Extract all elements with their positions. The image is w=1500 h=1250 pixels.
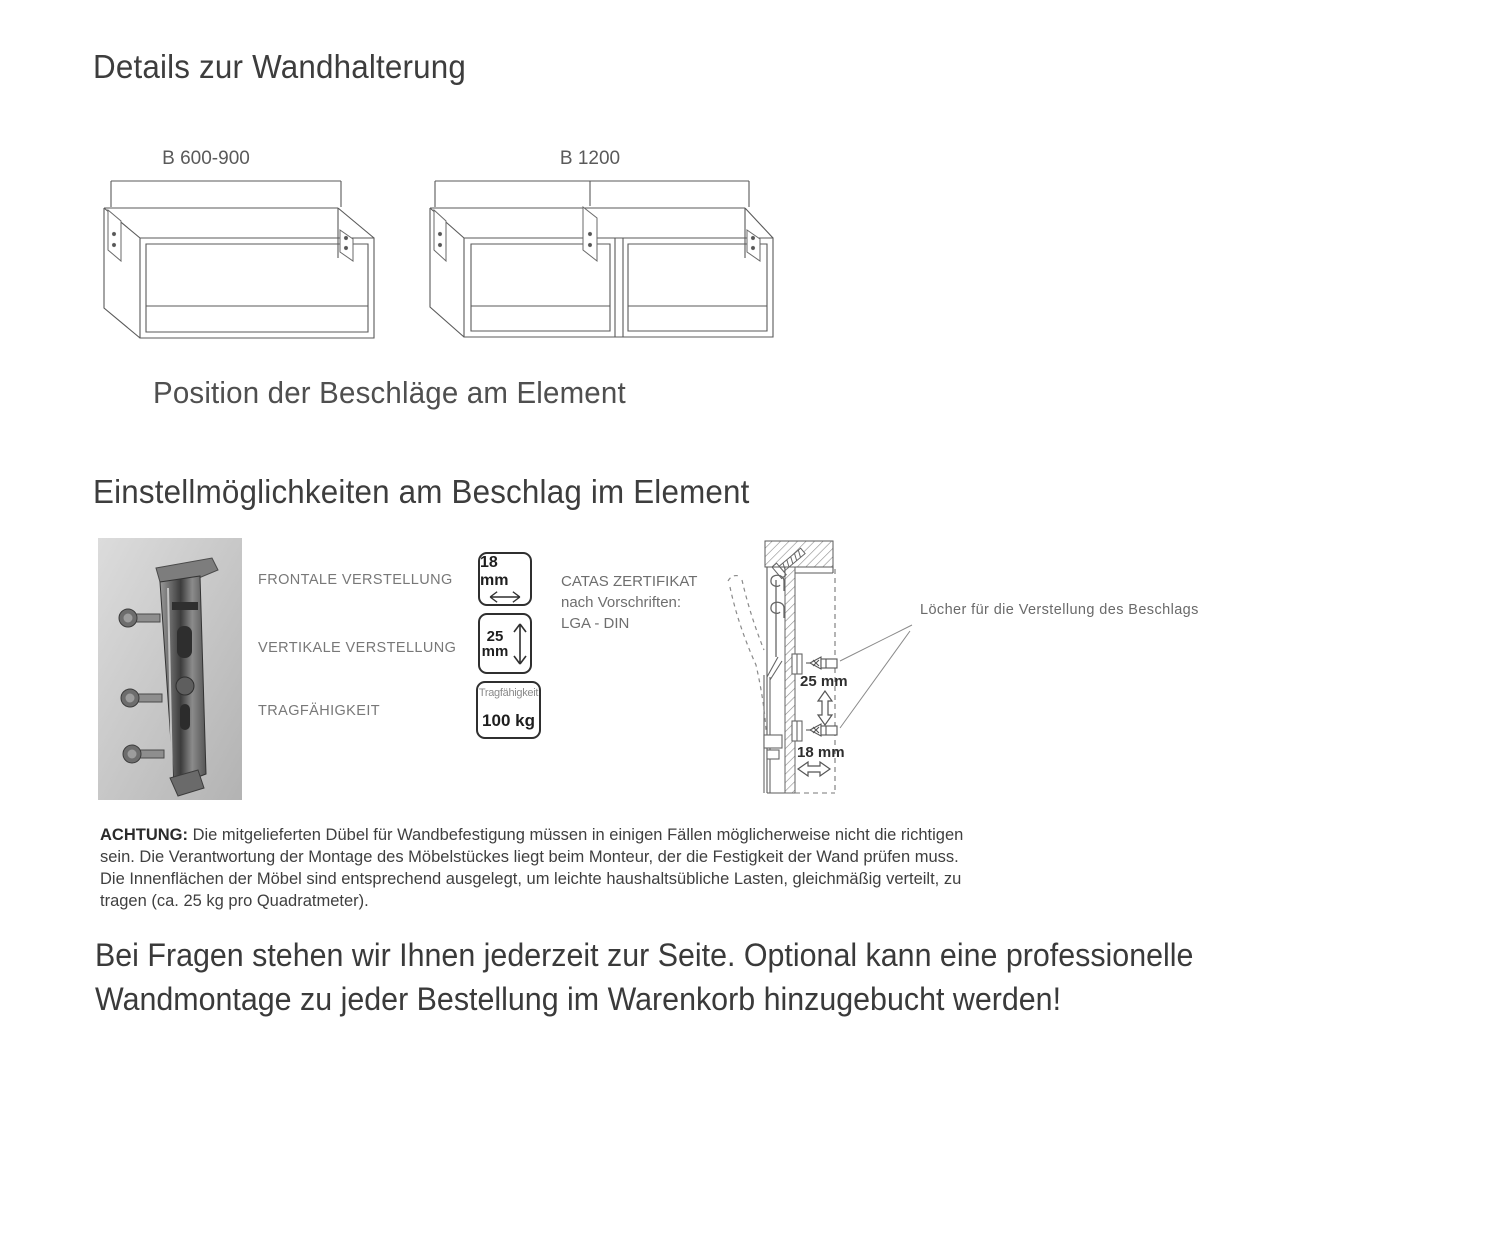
- footer-message: [95, 933, 1251, 1021]
- cabinet-outline: [430, 208, 773, 337]
- page-title: Details zur Wandhalterung: [93, 48, 467, 85]
- certificate-line3: LGA - DIN: [561, 615, 630, 632]
- dimension-label-small: B 600-900: [162, 148, 250, 169]
- notice-line2: sein. Die Verantwortung der Montage des Möbelstückes liegt beim Monteur, der die Festigkeit der Wand prüfen muss.: [100, 848, 959, 866]
- horizontal-spacing-label: 18 mm: [797, 744, 845, 761]
- drawings-caption: Position der Beschläge am Element: [153, 375, 626, 410]
- footer-line2: Wandmontage zu jeder Bestellung im Warenkorb hinzugebucht werden!: [95, 981, 1062, 1017]
- certificate-text: [561, 571, 697, 634]
- horizontal-arrow-icon: [485, 590, 525, 604]
- bracket-plate-left: [108, 210, 121, 261]
- cabinet-opening-right: [628, 244, 767, 331]
- bracket-slot-lower: [180, 704, 190, 730]
- adjustment-wheel: [176, 677, 194, 695]
- motion-path-dashed: [728, 576, 766, 730]
- capacity-badge: [476, 681, 541, 739]
- capacity-badge-title: Tragfähigkeit: [478, 687, 539, 699]
- cabinet-outline: [104, 208, 374, 338]
- cabinet-drawing-large: [420, 130, 800, 360]
- section-title: Einstellmöglichkeiten am Beschlag im Element: [93, 473, 750, 510]
- label-frontal-adjustment: FRONTALE VERSTELLUNG: [258, 572, 453, 588]
- cabinet-divider: [615, 238, 623, 337]
- holes-label: Löcher für die Verstellung des Beschlags: [920, 602, 1199, 618]
- bracket-plate-right: [340, 230, 353, 261]
- cabinet-drawing-small: [90, 130, 410, 360]
- screwdriver-icon-bottom: [806, 724, 837, 736]
- wall-section-diagram: [720, 525, 980, 815]
- bracket-plate-middle: [583, 207, 597, 261]
- certificate-line1: CATAS ZERTIFIKAT: [561, 573, 698, 590]
- certificate-line2: nach Vorschriften:: [561, 594, 682, 611]
- notice-line4: tragen (ca. 25 kg pro Quadratmeter).: [100, 892, 369, 910]
- notice-line3: Die Innenflächen der Möbel sind entsprechend ausgelegt, um leichte haushaltsübliche Lasten, gleichmäßig verteilt, zu: [100, 870, 962, 888]
- panel-hatch: [785, 567, 795, 793]
- hanger-hooks: [771, 575, 784, 657]
- bracket-photo: [98, 538, 242, 800]
- dimension-label-large: B 1200: [559, 148, 621, 169]
- bracket-rib: [172, 602, 198, 610]
- footer-line1: Bei Fragen stehen wir Ihnen jederzeit zur Seite. Optional kann eine professionelle: [95, 937, 1194, 973]
- screwdriver-icon-top: [806, 657, 837, 669]
- cabinet-opening-left: [471, 244, 610, 331]
- frontal-badge-value: 18 mm: [480, 554, 509, 589]
- frontal-badge: [478, 552, 532, 606]
- vertical-badge-value: 25 mm: [481, 627, 509, 660]
- horizontal-outline-arrow-icon: [798, 762, 830, 776]
- vertical-outline-arrow-icon: [818, 691, 832, 725]
- capacity-badge-value: 100 kg: [482, 711, 535, 730]
- dimension-line: [111, 181, 341, 207]
- vertical-spacing-label: 25 mm: [800, 673, 848, 690]
- vertical-badge: [478, 613, 532, 674]
- pointer-lines: [840, 625, 912, 728]
- dimension-line: [435, 181, 749, 207]
- vertical-arrow-icon: [512, 621, 528, 667]
- notice-line1: ACHTUNG: Die mitgelieferten Dübel für Wandbefestigung müssen in einigen Fällen möglicherweise nicht die richtigen: [100, 826, 964, 844]
- cabinet-opening: [146, 244, 368, 332]
- bracket-plate-right: [747, 230, 760, 261]
- label-load-capacity: TRAGFÄHIGKEIT: [258, 703, 381, 719]
- label-vertical-adjustment: VERTIKALE VERSTELLUNG: [258, 640, 457, 656]
- notice-paragraph: [100, 824, 963, 912]
- bracket-plate-left: [434, 210, 446, 261]
- bracket-slot: [177, 626, 192, 658]
